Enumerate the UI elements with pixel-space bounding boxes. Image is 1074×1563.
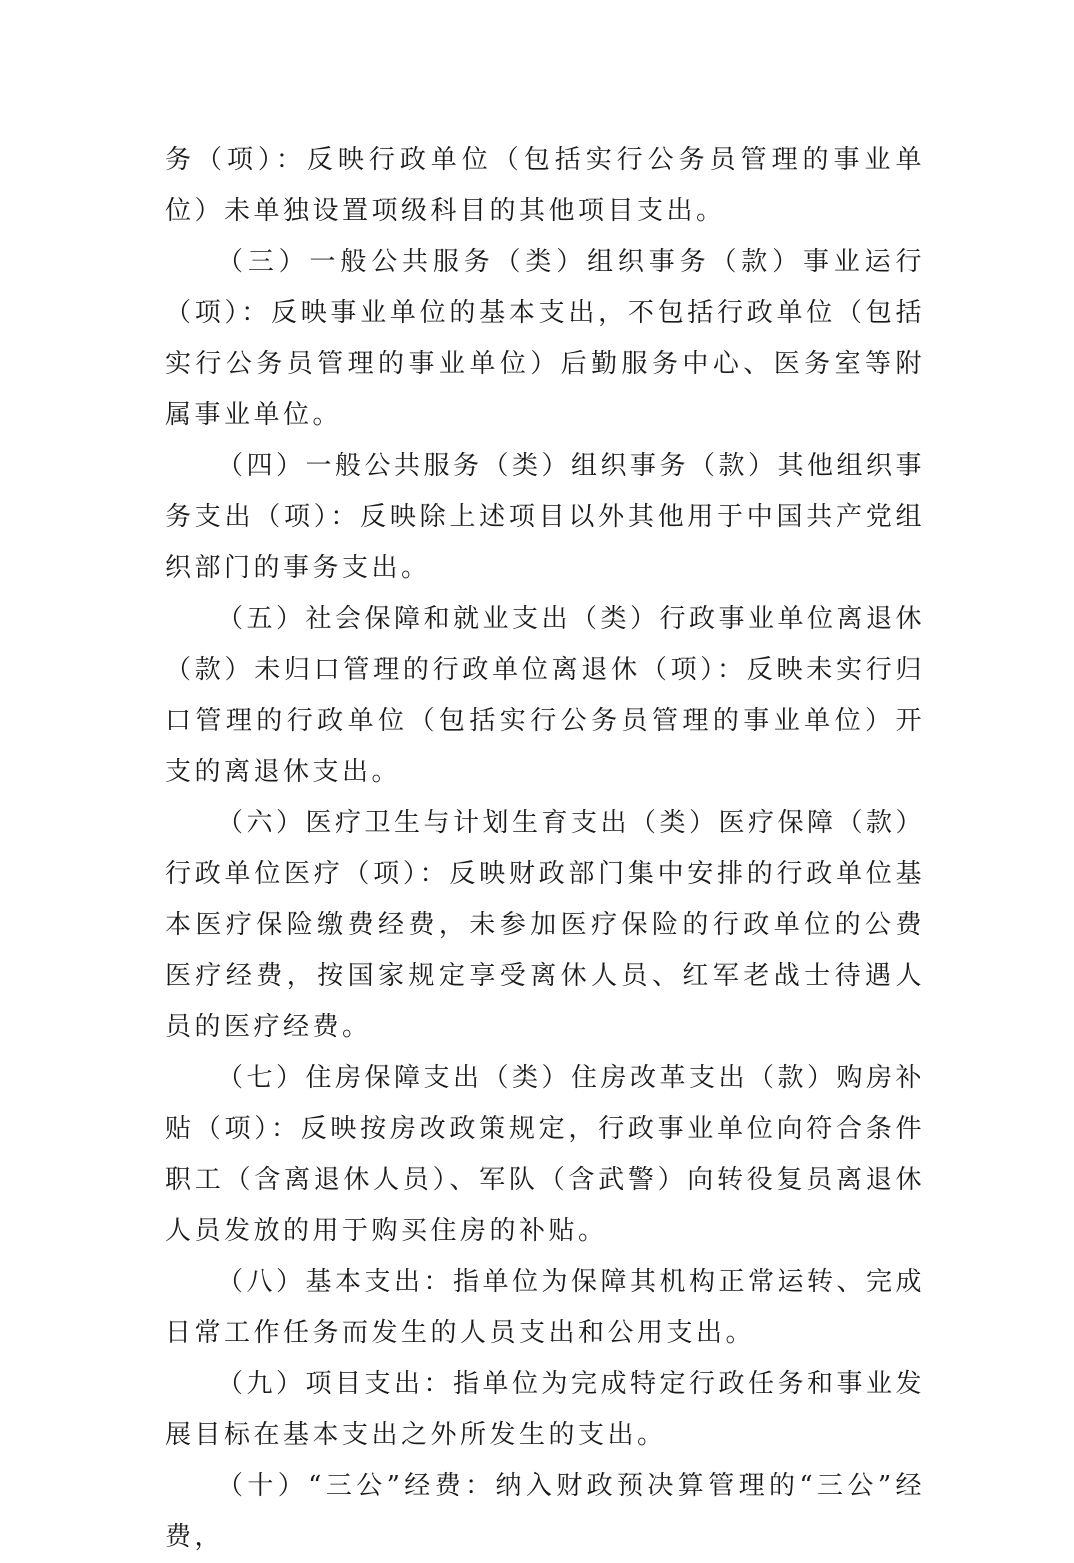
document-body [165,135,925,1563]
paragraph-item-9: （九）项目支出：指单位为完成特定行政任务和事业发展目标在基本支出之外所发生的支出。 [165,1369,926,1450]
paragraph-item-7: （七）住房保障支出（类）住房改革支出（款）购房补贴（项）：反映按房改政策规定，行政事业单位向符合条件职工（含离退休人员）、军队（含武警）向转役复员离退休人员发放的用于购买住房的补贴。 [165,1063,926,1246]
paragraph-item-6: （六）医疗卫生与计划生育支出（类）医疗保障（款）行政单位医疗（项）：反映财政部门集中安排的行政单位基本医疗保险缴费经费，未参加医疗保险的行政单位的公费医疗经费，按国家规定享受离休人员、红军老战士待遇人员的医疗经费。 [165,808,926,1042]
paragraph-continuation: 务（项）：反映行政单位（包括实行公务员管理的事业单位）未单独设置项级科目的其他项目支出。 [165,145,925,226]
paragraph-item-4: （四）一般公共服务（类）组织事务（款）其他组织事务支出（项）：反映除上述项目以外其他用于中国共产党组织部门的事务支出。 [165,451,926,583]
paragraph-item-5: （五）社会保障和就业支出（类）行政事业单位离退休（款）未归口管理的行政单位离退休（项）：反映未实行归口管理的行政单位（包括实行公务员管理的事业单位）开支的离退休支出。 [165,604,926,787]
paragraph-item-10: （十）“三公”经费：纳入财政预决算管理的“三公”经费， [165,1471,925,1552]
paragraph-item-3: （三）一般公共服务（类）组织事务（款）事业运行（项）：反映事业单位的基本支出，不包括行政单位（包括实行公务员管理的事业单位）后勤服务中心、医务室等附属事业单位。 [165,247,925,430]
paragraph-item-8: （八）基本支出：指单位为保障其机构正常运转、完成日常工作任务而发生的人员支出和公用支出。 [165,1267,926,1348]
